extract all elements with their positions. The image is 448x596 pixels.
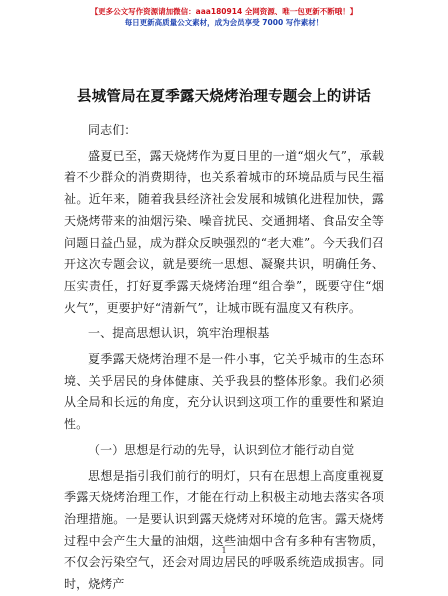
subsection-heading-1: （一）思想是行动的先导，认识到位才能行动自觉 [88,442,355,457]
page-number: 1 [221,546,227,555]
paragraph-section-1: 夏季露天烧烤治理不是一件小事，它关乎城市的生态环境、关乎居民的身体健康、关乎我县的整体形象。我们必须从全局和长远的角度，充分认识到这项工作的重要性和紧迫性。 [64,352,384,432]
promo-banner-line-2: 每日更新高质量公文素材，成为会员享受 7000 写作素材！ [124,18,324,27]
document-title: 县城管局在夏季露天烧烤治理专题会上的讲话 [77,89,371,105]
document-body [64,120,384,596]
promo-banner-line-1: 【更多公文写作资源请加微信：aaa180914 全网资源、唯一包更新不断哦！】 [90,7,358,16]
promo-banner [0,6,448,28]
section-heading-1: 一、提高思想认识，筑牢治理根基 [88,326,270,341]
paragraph-subsection-1: 思想是指引我们前行的明灯，只有在思想上高度重视夏季露天烧烤治理工作，才能在行动上积极主动地去落实各项治理措施。一是要认识到露天烧烤对环境的危害。露天烧烤过程中会产生大量的油烟，这些油烟中含有多种有害物质，不仅会污染空气，还会对周边居民的呼吸系统造成损害。同时，烧烤产 [64,468,384,592]
salutation: 同志们： [88,123,137,137]
paragraph-intro: 盛夏已至，露天烧烤作为夏日里的一道“烟火气”，承载着不少群众的消费期待，也关系着城市的环境品质与民生福祉。近年来，随着我县经济社会发展和城镇化进程加快，露天烧烤带来的油烟污染、噪音扰民、交通拥堵、食品安全等问题日益凸显，成为群众反映强烈的“老大难”。今天我们召开这次专题会议，就是要统一思想、凝聚共识，明确任务、压实责任，打好夏季露天烧烤治理“组合拳”，既要守住“烟火气”，更要护好“清新气”，让城市既有温度又有秩序。 [64,148,384,315]
